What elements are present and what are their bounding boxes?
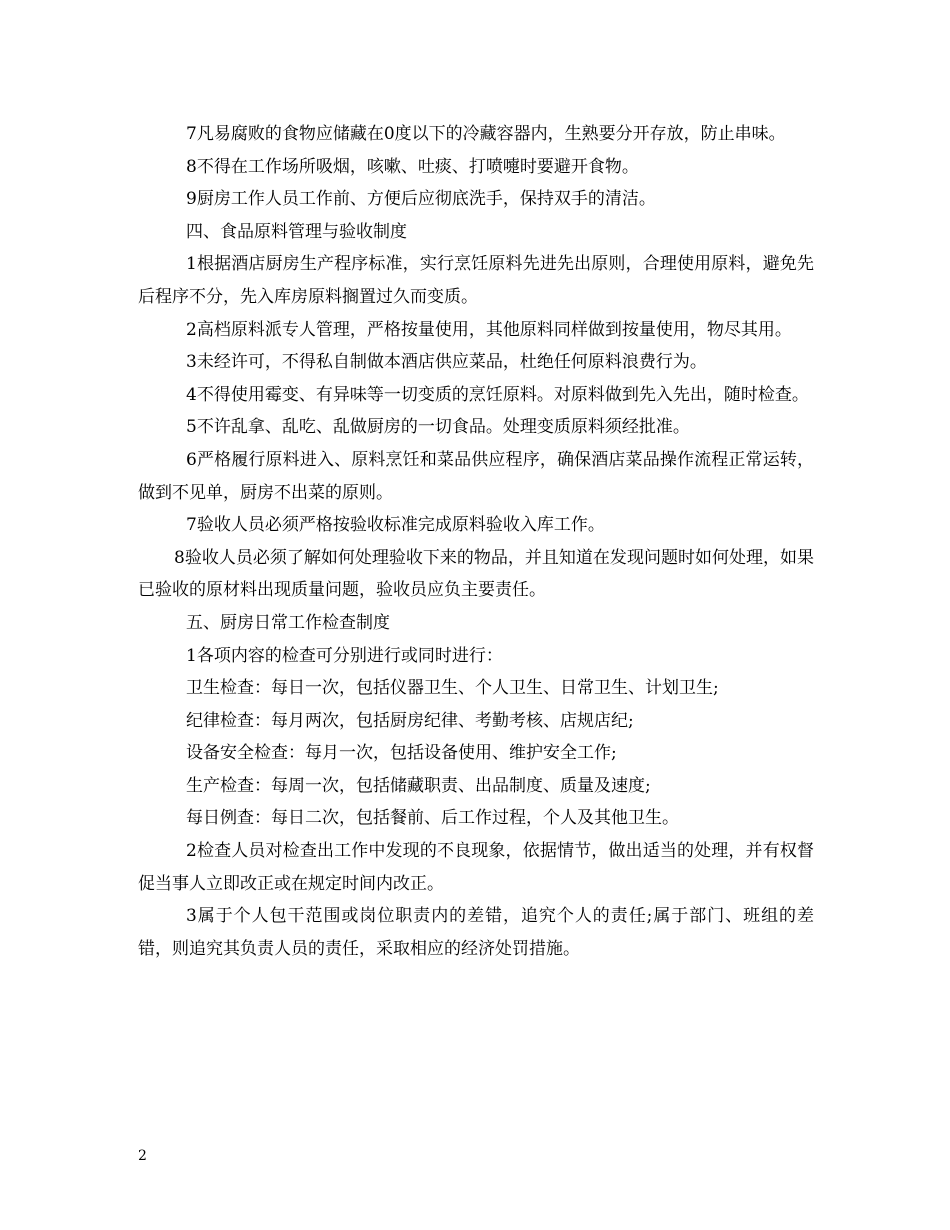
list-item: 生产检查：每周一次，包括储藏职责、出品制度、质量及速度; bbox=[186, 775, 651, 796]
page-number: 2 bbox=[138, 1148, 147, 1164]
list-item: 设备安全检查：每月一次，包括设备使用、维护安全工作; bbox=[186, 743, 617, 764]
paragraph: 9厨房工作人员工作前、方便后应彻底洗手，保持双手的清洁。 bbox=[186, 189, 656, 210]
paragraph: 5不许乱拿、乱吃、乱做厨房的一切食品。处理变质原料须经批准。 bbox=[186, 417, 690, 438]
paragraph: 7凡易腐败的食物应储藏在0度以下的冷藏容器内，生熟要分开存放，防止串味。 bbox=[186, 124, 786, 144]
paragraph: 3未经许可，不得私自制做本酒店供应菜品，杜绝任何原料浪费行为。 bbox=[186, 352, 707, 373]
list-item: 纪律检查：每月两次，包括厨房纪律、考勤考核、店规店纪; bbox=[186, 710, 634, 731]
document-body bbox=[138, 118, 814, 965]
section-heading: 五、厨房日常工作检查制度 bbox=[186, 612, 390, 633]
paragraph: 8验收人员必须了解如何处理验收下来的物品，并且知道在发现问题时如何处理，如果已验收的原材料出现质量问题，验收员应负主要责任。 bbox=[138, 547, 814, 601]
paragraph: 3属于个人包干范围或岗位职责内的差错，追究个人的责任;属于部门、班组的差错，则追究其负责人员的责任，采取相应的经济处罚措施。 bbox=[138, 906, 814, 959]
paragraph: 2高档原料派专人管理，严格按量使用，其他原料同样做到按量使用，物尽其用。 bbox=[186, 319, 792, 340]
paragraph: 4不得使用霉变、有异味等一切变质的烹饪原料。对原料做到先入先出，随时检查。 bbox=[186, 384, 809, 405]
list-item: 每日例查：每日二次，包括餐前、后工作过程，个人及其他卫生。 bbox=[186, 808, 679, 829]
paragraph: 7验收人员必须严格按验收标准完成原料验收入库工作。 bbox=[186, 515, 605, 536]
paragraph: 8不得在工作场所吸烟，咳嗽、吐痰、打喷嚏时要避开食物。 bbox=[186, 156, 639, 177]
section-heading: 四、食品原料管理与验收制度 bbox=[186, 221, 407, 242]
paragraph: 2检查人员对检查出工作中发现的不良现象，依据情节，做出适当的处理，并有权督促当事人立即改正或在规定时间内改正。 bbox=[138, 841, 814, 894]
paragraph: 6严格履行原料进入、原料烹饪和菜品供应程序，确保酒店菜品操作流程正常运转，做到不见单，厨房不出菜的原则。 bbox=[138, 449, 814, 503]
list-item: 卫生检查：每日一次，包括仪器卫生、个人卫生、日常卫生、计划卫生; bbox=[186, 678, 719, 699]
paragraph: 1根据酒店厨房生产程序标准，实行烹饪原料先进先出原则，合理使用原料，避免先后程序不分，先入库房原料搁置过久而变质。 bbox=[138, 254, 814, 307]
paragraph: 1各项内容的检查可分别进行或同时进行： bbox=[186, 645, 503, 666]
